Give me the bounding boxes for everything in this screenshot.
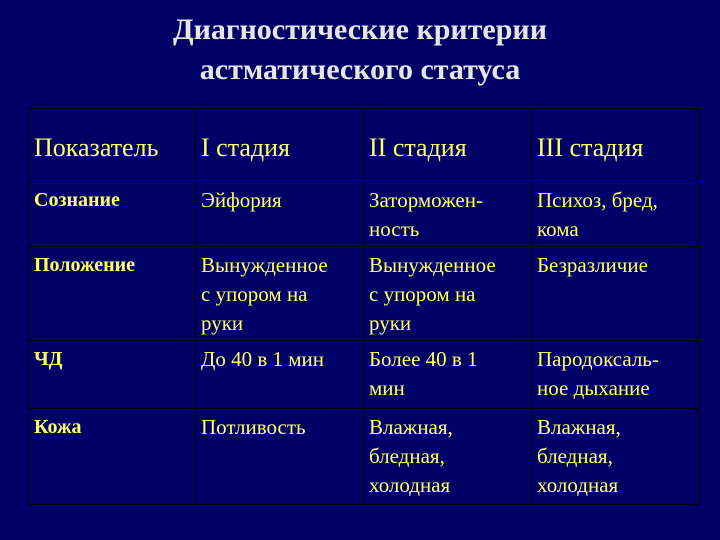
cell-line: Заторможен-	[369, 188, 483, 212]
cell-line: Влажная,	[369, 415, 453, 439]
slide-title	[0, 10, 720, 90]
cell-stage-1	[196, 341, 364, 409]
row-label-consciousness: Сознание	[29, 182, 196, 247]
cell-stage-3	[532, 341, 699, 409]
cell-stage-1	[196, 409, 364, 505]
table-row	[29, 182, 699, 247]
cell-line: мин	[369, 376, 405, 400]
cell-line: Вынужденное	[201, 253, 328, 277]
cell-line: Безразличие	[537, 253, 648, 277]
cell-line: холодная	[369, 473, 451, 497]
title-line-2: астматического статуса	[199, 53, 521, 86]
header-indicator: Показатель	[29, 109, 196, 182]
table-row	[29, 341, 699, 409]
cell-stage-3	[532, 247, 699, 341]
cell-line: холодная	[537, 473, 619, 497]
row-label-respiratory-rate: ЧД	[29, 341, 196, 409]
header-row	[29, 109, 699, 182]
cell-line: Более 40 в 1	[369, 347, 478, 371]
cell-stage-2	[364, 247, 532, 341]
cell-line: руки	[369, 311, 412, 335]
cell-line: Эйфория	[201, 188, 282, 212]
cell-line: с упором на	[369, 282, 476, 306]
cell-line: кома	[537, 217, 579, 241]
row-label-position: Положение	[29, 247, 196, 341]
header-stage-3: III стадия	[532, 109, 699, 182]
cell-line: ность	[369, 217, 420, 241]
cell-stage-2	[364, 341, 532, 409]
table-row	[29, 247, 699, 341]
cell-line: бледная,	[369, 444, 445, 468]
row-label-skin: Кожа	[29, 409, 196, 505]
cell-stage-2	[364, 182, 532, 247]
cell-line: с упором на	[201, 282, 308, 306]
table-row	[29, 409, 699, 505]
header-stage-1: I стадия	[196, 109, 364, 182]
title-line-1: Диагностические критерии	[172, 13, 548, 46]
cell-stage-3	[532, 409, 699, 505]
cell-line: Вынужденное	[369, 253, 496, 277]
cell-line: руки	[201, 311, 244, 335]
cell-stage-2	[364, 409, 532, 505]
cell-line: Психоз, бред,	[537, 188, 658, 212]
header-stage-2: II стадия	[364, 109, 532, 182]
cell-line: бледная,	[537, 444, 613, 468]
criteria-table	[28, 108, 699, 505]
cell-line: Влажная,	[537, 415, 621, 439]
cell-line: ное дыхание	[537, 376, 650, 400]
cell-line: Потливость	[201, 415, 306, 439]
cell-stage-3	[532, 182, 699, 247]
cell-line: Пародоксаль-	[537, 347, 659, 371]
cell-stage-1	[196, 247, 364, 341]
cell-line: До 40 в 1 мин	[201, 347, 325, 371]
cell-stage-1	[196, 182, 364, 247]
